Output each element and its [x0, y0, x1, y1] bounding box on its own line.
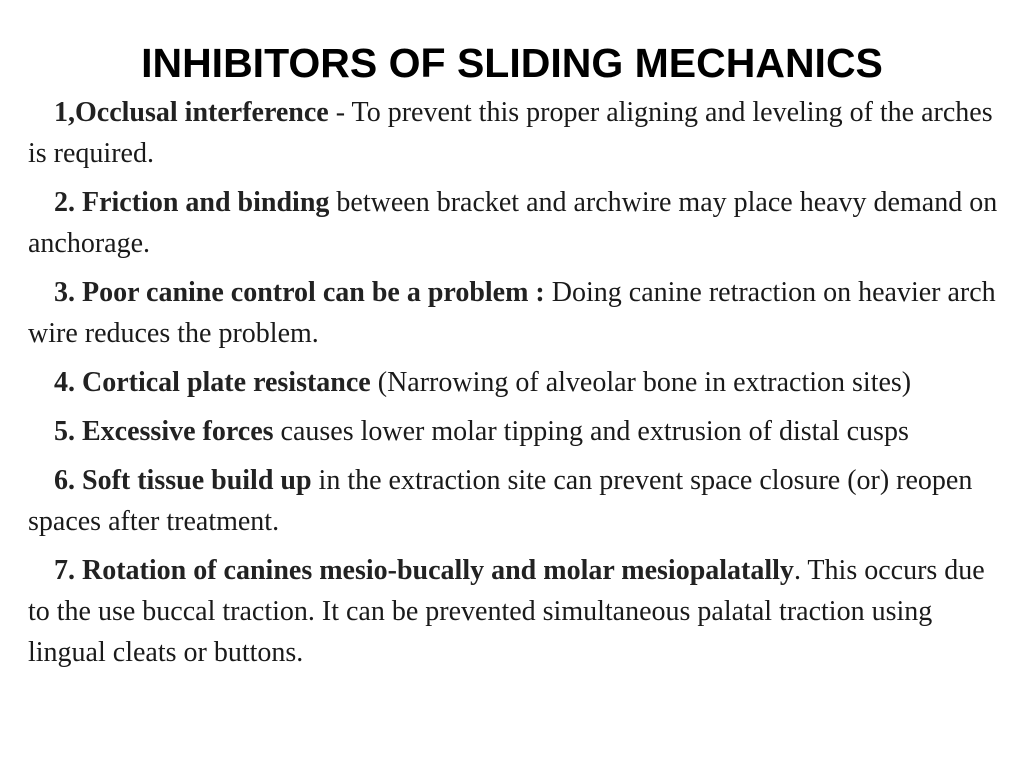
list-item-friction-binding — [28, 182, 998, 264]
list-item-occlusal-interference — [28, 92, 998, 174]
item-text: in the extraction site can prevent space closure (or) reopen spaces after treatment. — [28, 465, 973, 537]
slide-title: INHIBITORS OF SLIDING MECHANICS — [141, 40, 883, 86]
item-text: between bracket and archwire may place heavy demand on anchorage. — [28, 187, 998, 259]
item-text: Doing canine retraction on heavier arch wire reduces the problem. — [28, 277, 996, 349]
item-text: (Narrowing of alveolar bone in extraction sites) — [370, 367, 912, 398]
item-lead: 6. Soft tissue build up — [54, 465, 312, 496]
list-item-excessive-forces — [28, 411, 998, 452]
list-item-cortical-plate-resistance — [28, 362, 998, 403]
item-lead: 2. Friction and binding — [54, 187, 330, 218]
item-text: . This occurs due to the use buccal traction. It can be prevented simultaneous palatal traction using lingual cleats or buttons. — [28, 555, 985, 668]
item-lead: 1,Occlusal interference — [54, 97, 329, 128]
item-lead: 4. Cortical plate resistance — [54, 367, 371, 398]
list-item-rotation-of-canines — [28, 550, 998, 673]
list-item-soft-tissue-build-up — [28, 460, 998, 542]
list-item-poor-canine-control — [28, 272, 998, 354]
item-text: causes lower molar tipping and extrusion of distal cusps — [273, 416, 909, 447]
item-text: - To prevent this proper aligning and leveling of the arches is required. — [28, 97, 993, 169]
inhibitors-list — [28, 92, 998, 681]
item-lead: 3. Poor canine control can be a problem : — [54, 277, 545, 308]
item-lead: 7. Rotation of canines mesio-bucally and molar mesiopalatally — [54, 555, 794, 586]
item-lead: 5. Excessive forces — [54, 416, 274, 447]
